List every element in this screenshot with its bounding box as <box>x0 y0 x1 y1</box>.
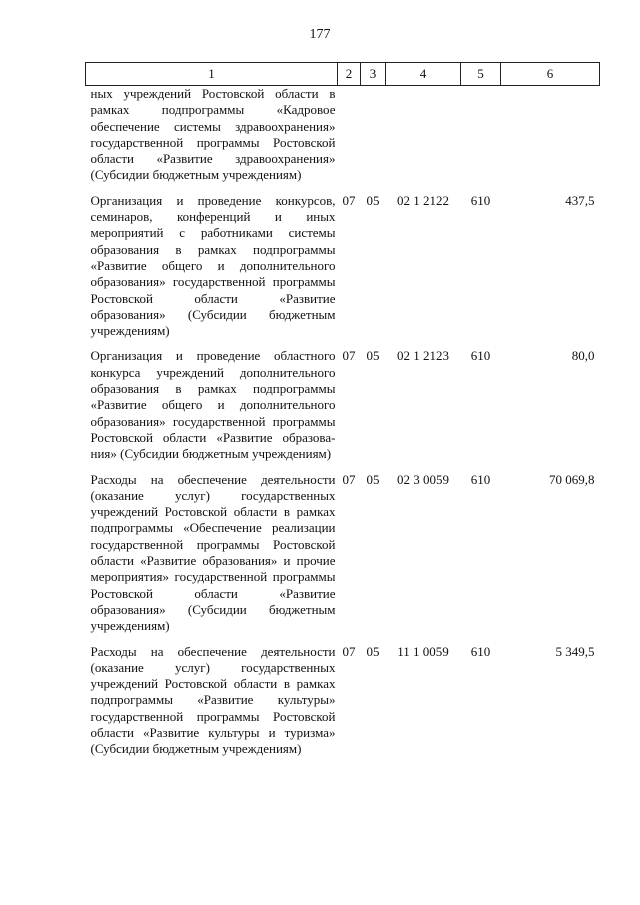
row-description: Организация и проведение областного конкурса учреждений дополнительного образования в рамках подпрограммы «Развитие общего и дополнительного образования» государственной программы Ростовской области «Развитие образования» (Субсидии бюджетным учреждениям) <box>90 348 336 462</box>
row-description: ных учреждений Ростовской области в рамках подпрограммы «Кадровое обеспечение системы здравоохранения» государственной программы Ростовской области «Развитие здравоохранения» (Субсидии бюджетным учреждениям) <box>90 86 336 183</box>
row-amount: 5 349,5 <box>555 643 595 659</box>
row-subsection: 05 <box>366 348 380 364</box>
row-amount: 80,0 <box>571 348 595 364</box>
row-description: Расходы на обеспечение деятельности (оказание услуг) государственных учреждений Ростовской области в рамках подпрограммы «Обеспечение реализации государственной программы Ростовской области «Развитие образования» и прочие мероприятия» государственной программы Ростовской области «Развитие образования» (Субсидии бюджетным учреждениям) <box>90 471 336 634</box>
column-header-4: 4 <box>386 63 461 86</box>
page-number: 177 <box>309 27 331 42</box>
row-target-code: 02 1 2122 <box>397 192 449 208</box>
column-header-2: 2 <box>338 63 361 86</box>
row-section: 07 <box>342 348 356 364</box>
row-subsection: 05 <box>366 192 380 208</box>
row-subsection: 05 <box>366 471 380 487</box>
row-description: Организация и проведение конкурсов, семинаров, конференций и иных мероприятий с работниками системы образования в рамках подпрограммы «Развитие общего и дополнительного образования» государственной программы Ростовской области «Развитие образования» (Субсидии бюджетным учреждениям) <box>90 192 336 339</box>
column-header-5: 5 <box>461 63 501 86</box>
table-row <box>86 86 600 191</box>
row-subsection: 05 <box>366 643 380 659</box>
row-expense-type <box>461 86 501 191</box>
row-amount: 70 069,8 <box>549 471 595 487</box>
row-amount <box>501 86 600 191</box>
column-header-1: 1 <box>86 63 338 86</box>
budget-table <box>85 62 600 765</box>
row-expense-type: 610 <box>470 643 491 659</box>
row-expense-type: 610 <box>470 192 491 208</box>
row-amount: 437,5 <box>565 192 595 208</box>
row-target-code: 02 1 2123 <box>397 348 449 364</box>
row-section: 07 <box>342 471 356 487</box>
row-target-code: 11 1 0059 <box>397 643 449 659</box>
table-row <box>86 346 600 469</box>
row-expense-type: 610 <box>470 348 491 364</box>
row-subsection <box>361 86 386 191</box>
row-expense-type: 610 <box>470 471 491 487</box>
row-target-code <box>386 86 461 191</box>
table-row <box>86 642 600 765</box>
row-section: 07 <box>342 643 356 659</box>
table-row <box>86 191 600 347</box>
row-description: Расходы на обеспечение деятельности (оказание услуг) государственных учреждений Ростовской области в рамках подпрограммы «Развитие культуры» государственной программы Ростовской области «Развитие культуры и туризма» (Субсидии бюджетным учреждениям) <box>90 643 336 757</box>
row-section <box>338 86 361 191</box>
row-section: 07 <box>342 192 356 208</box>
column-header-6: 6 <box>501 63 600 86</box>
table-row <box>86 470 600 642</box>
column-header-3: 3 <box>361 63 386 86</box>
column-header-row <box>86 63 600 86</box>
row-target-code: 02 3 0059 <box>397 471 449 487</box>
